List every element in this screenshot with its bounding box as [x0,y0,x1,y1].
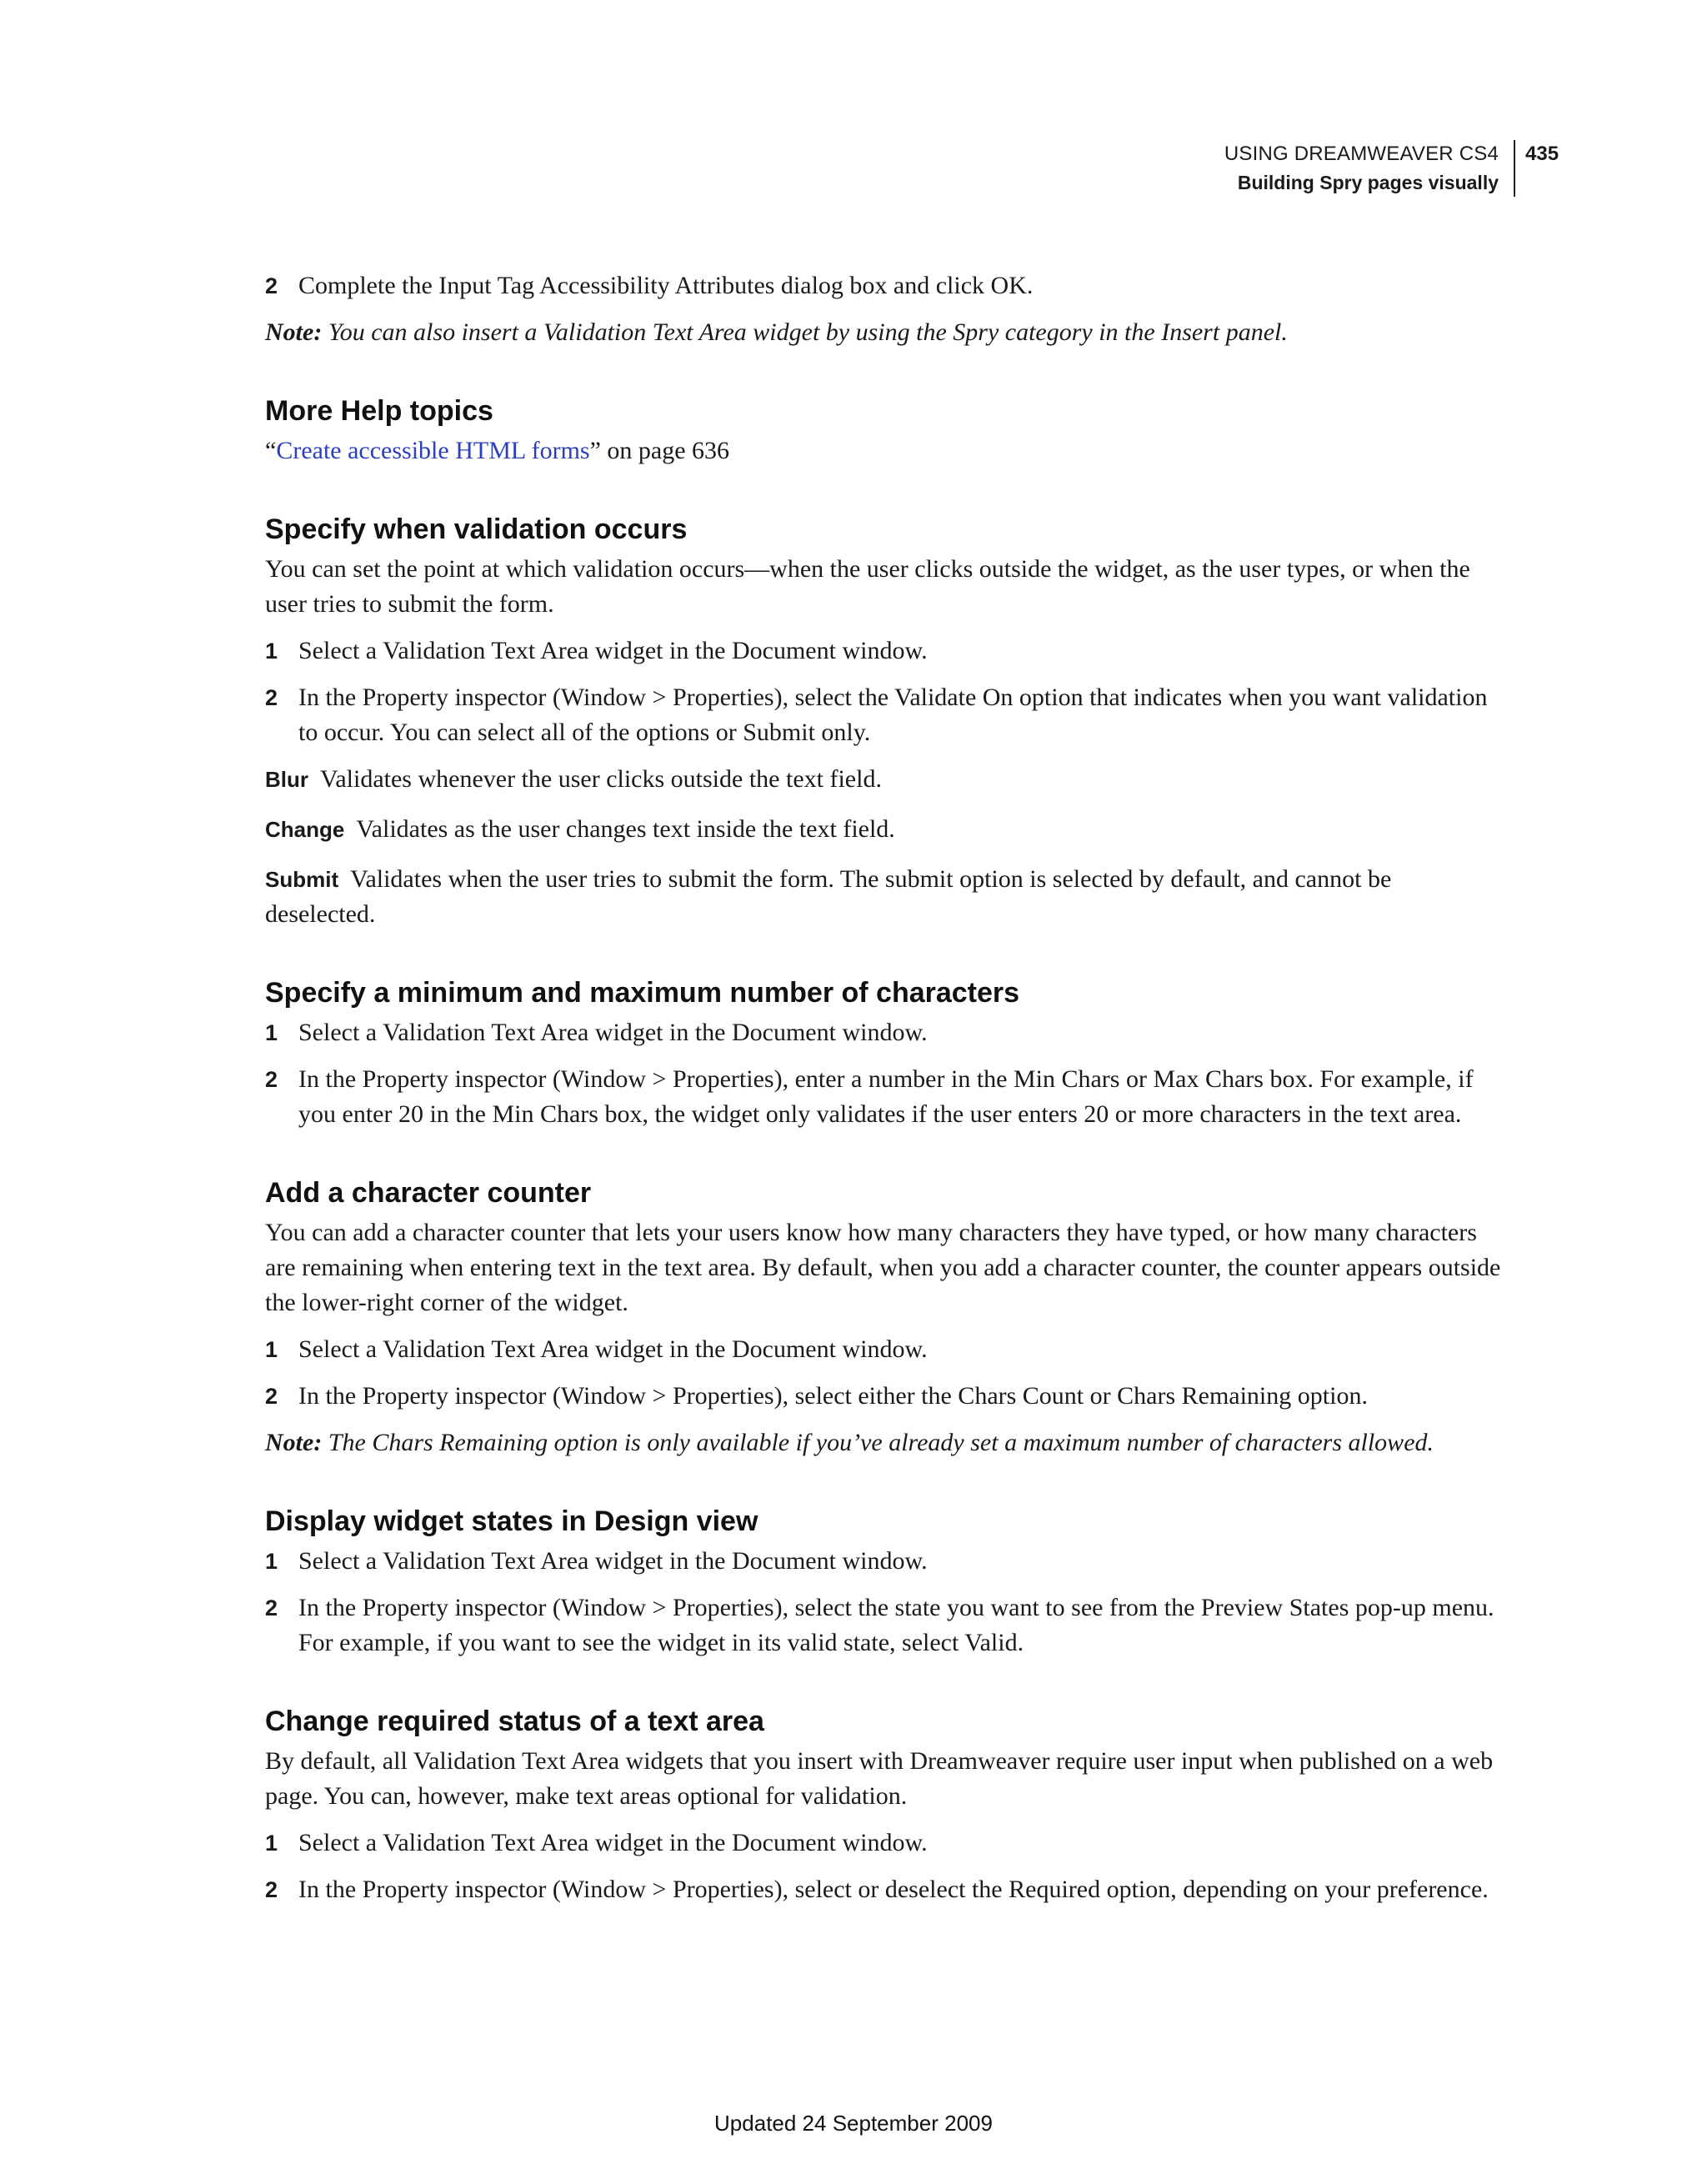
states-heading: Display widget states in Design view [265,1505,758,1537]
step-number: 2 [265,1877,278,1902]
counter-heading: Add a character counter [265,1177,592,1209]
note-text: You can also insert a Validation Text Area widget by using the Spry category in the Insert panel. [322,318,1288,346]
step-number: 1 [265,1020,278,1045]
validation-paragraph: You can set the point at which validation occurs—when the user clicks outside the widget, as the user types, or when the user tries to submit the form. [265,555,1470,618]
minmax-step-1 [265,1015,1507,1050]
validation-step-2 [265,680,1507,750]
blur-definition [265,762,1507,797]
running-header [1224,140,1515,197]
step-text: In the Property inspector (Window > Properties), enter a number in the Min Chars or Max Chars box. For example, if you enter 20 in the Min Chars box, the widget only validates if the user enters 20 or more characters in the text area. [298,1065,1474,1128]
step-number: 2 [265,1384,278,1409]
more-help-heading: More Help topics [265,395,493,427]
term-description: Validates when the user tries to submit the form. The submit option is selected by default, and cannot be deselected. [265,865,1392,928]
step-text: Select a Validation Text Area widget in the Document window. [298,1547,928,1575]
footer-updated-date: Updated 24 September 2009 [714,2111,993,2136]
book-title: USING DREAMWEAVER CS4 [1224,143,1499,165]
counter-paragraph: You can add a character counter that lets your users know how many characters they have typed, or how many characters are remaining when entering text in the text area. By default, when you add a character counter, the counter appears outside the lower-right corner of the widget. [265,1219,1501,1316]
page-number: 435 [1525,143,1559,165]
validation-heading: Specify when validation occurs [265,513,688,545]
term-label: Blur [265,767,308,792]
required-step-2 [265,1872,1507,1907]
note-label: Note: [265,318,323,346]
step-number: 2 [265,273,278,298]
minmax-step-2 [265,1062,1507,1132]
submit-definition [265,862,1507,932]
open-quote: “ [265,437,277,464]
step-number: 2 [265,1595,278,1620]
step-text: In the Property inspector (Window > Properties), select or deselect the Required option, depending on your preference. [298,1876,1489,1903]
note-text: The Chars Remaining option is only available if you’ve already set a maximum number of characters allowed. [322,1429,1434,1456]
create-accessible-html-forms-link[interactable]: Create accessible HTML forms [276,437,590,464]
required-heading: Change required status of a text area [265,1706,764,1737]
term-label: Submit [265,867,339,892]
step-number: 2 [265,1067,278,1092]
step-number: 2 [265,685,278,710]
step-text: Select a Validation Text Area widget in the Document window. [298,1335,928,1363]
states-step-1 [265,1544,1507,1579]
term-description: Validates as the user changes text inside the text field. [356,815,895,843]
states-step-2 [265,1590,1507,1661]
required-step-1 [265,1826,1507,1861]
more-help-entry [265,433,1507,468]
step-text: In the Property inspector (Window > Properties), select either the Chars Count or Chars Remaining option. [298,1382,1368,1410]
step-text: Select a Validation Text Area widget in the Document window. [298,1019,928,1046]
step-number: 1 [265,639,278,664]
validation-step-1 [265,634,1507,669]
step-text: Complete the Input Tag Accessibility Attributes dialog box and click OK. [298,272,1034,299]
step-number: 1 [265,1337,278,1362]
term-label: Change [265,817,345,842]
term-description: Validates whenever the user clicks outside the text field. [320,765,882,793]
page-content [265,268,1507,1919]
counter-step-2 [265,1379,1507,1414]
chapter-title: Building Spry pages visually [1237,172,1499,193]
step-text: In the Property inspector (Window > Properties), select the state you want to see from the Preview States pop-up menu. For example, if you want to see the widget in its valid state, select Valid. [298,1594,1494,1656]
required-paragraph: By default, all Validation Text Area widgets that you insert with Dreamweaver require user input when published on a web page. You can, however, make text areas optional for validation. [265,1747,1494,1810]
page-reference: ” on page 636 [589,437,730,464]
intro-step-2 [265,268,1507,303]
step-number: 1 [265,1549,278,1574]
note-label: Note: [265,1429,323,1456]
minmax-heading: Specify a minimum and maximum number of characters [265,977,1020,1009]
step-text: In the Property inspector (Window > Properties), select the Validate On option that indicates when you want validation to occur. You can select all of the options or Submit only. [298,684,1488,746]
counter-step-1 [265,1332,1507,1367]
counter-note [265,1425,1507,1460]
change-definition [265,812,1507,847]
step-text: Select a Validation Text Area widget in the Document window. [298,1829,928,1856]
intro-note [265,315,1507,350]
step-text: Select a Validation Text Area widget in the Document window. [298,637,928,664]
step-number: 1 [265,1831,278,1856]
